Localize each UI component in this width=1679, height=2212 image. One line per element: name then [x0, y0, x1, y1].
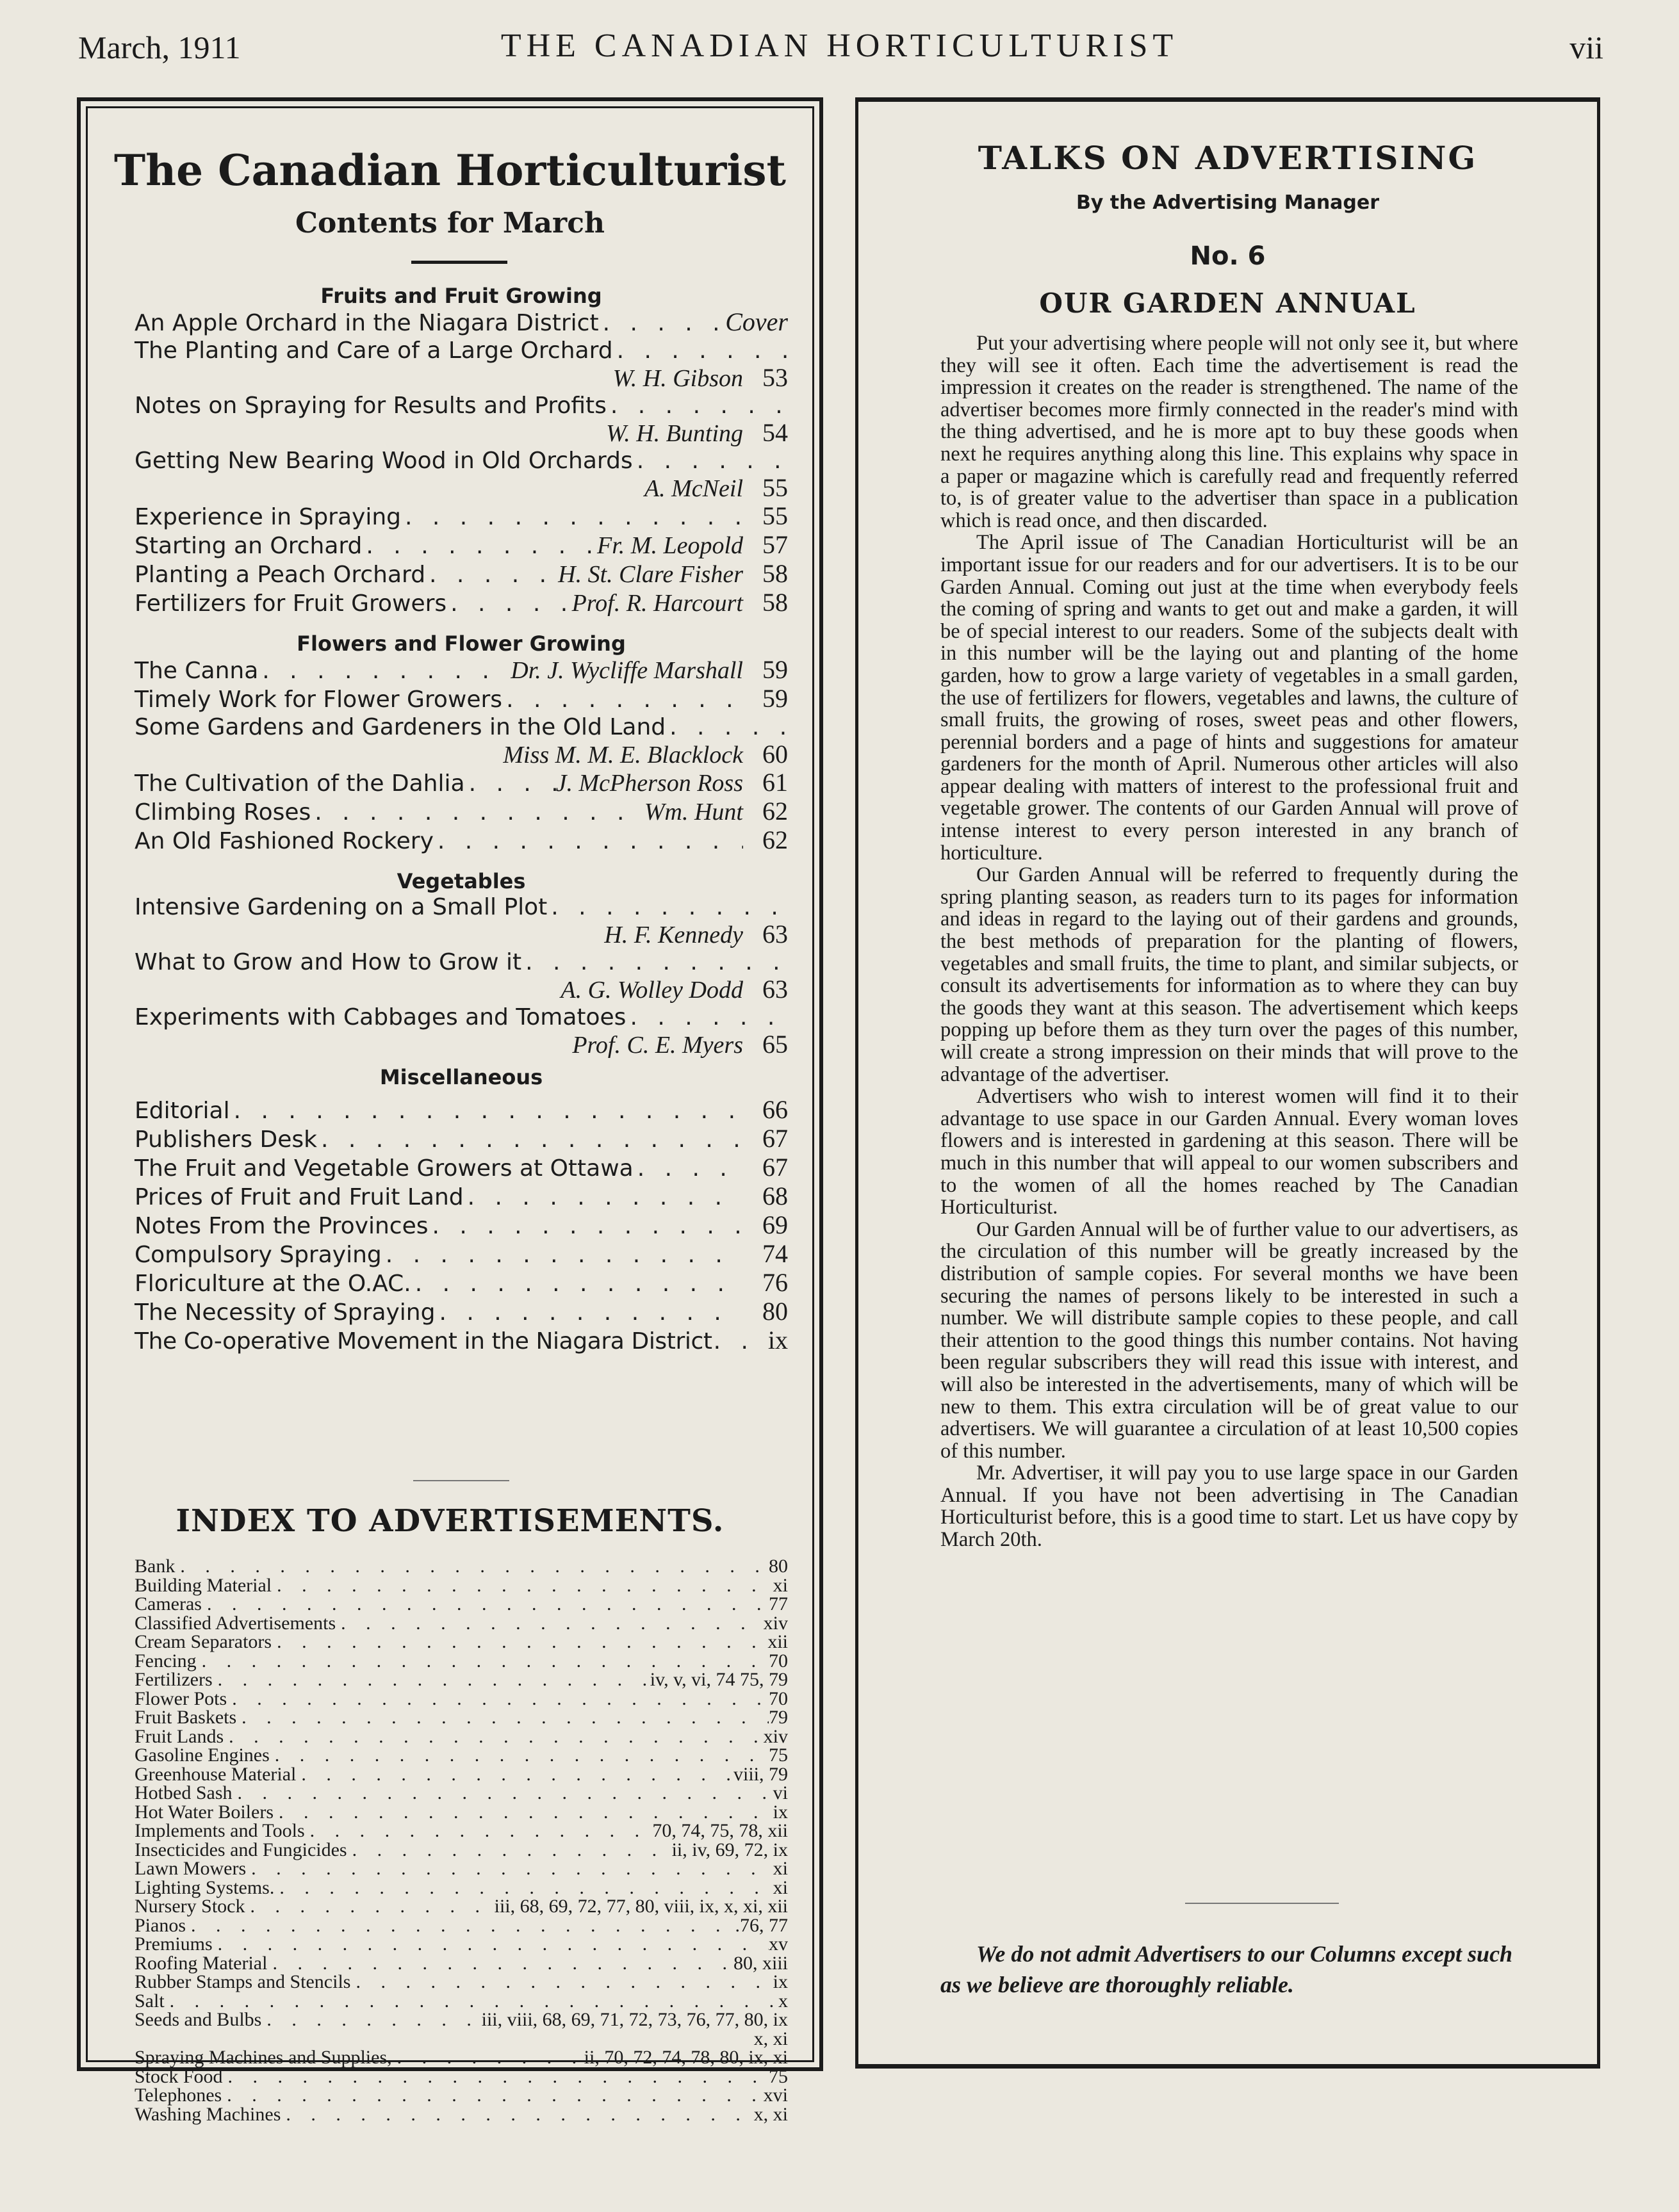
index-entry[interactable]: Premiums . . . xv — [135, 1935, 788, 1954]
index-entry[interactable]: Lawn Mowers . . . xi — [135, 1859, 788, 1878]
toc-entry[interactable]: The Cultivation of the Dahlia . . . J. McPherson Ross 61 — [135, 769, 788, 797]
index-entry[interactable]: Greenhouse Material . . . viii, 79 — [135, 1765, 788, 1784]
contents-inner-frame — [86, 106, 814, 2125]
toc-entry-author: Miss M. M. E. Blacklock 60 — [503, 740, 788, 769]
divider-rule — [413, 1480, 509, 1481]
section-heading-flowers: Flowers and Flower Growing — [297, 631, 626, 656]
index-entry[interactable]: Insecticides and Fungicides . . . ii, iv, 69, 72, ix — [135, 1841, 788, 1860]
toc-entry[interactable]: The Fruit and Vegetable Growers at Ottawa . . . 67 — [135, 1153, 788, 1182]
table-of-contents — [135, 280, 788, 1355]
index-entry[interactable]: Rubber Stamps and Stencils . . . ix — [135, 1972, 788, 1992]
contents-subtitle: Contents for March — [295, 207, 605, 240]
index-entry[interactable]: Salt . . . x — [135, 1992, 788, 2011]
index-entry[interactable]: Gasoline Engines . . . 75 — [135, 1746, 788, 1765]
index-entry[interactable]: Washing Machines . . . x, xi — [135, 2105, 788, 2124]
toc-entry[interactable]: Fertilizers for Fruit Growers . . . Prof. R. Harcourt 58 — [135, 589, 788, 617]
toc-entry[interactable]: Experience in Spraying . . . 55 — [135, 502, 788, 531]
toc-entry[interactable]: Floriculture at the O.AC. . . . 76 — [135, 1269, 788, 1297]
talk-subtitle: OUR GARDEN ANNUAL — [1039, 288, 1416, 319]
running-head — [0, 0, 1679, 96]
title-rule — [411, 261, 507, 264]
talk-number: No. 6 — [1190, 241, 1266, 271]
toc-entry[interactable]: Planting a Peach Orchard . . . H. St. Clare Fisher 58 — [135, 560, 788, 589]
index-entry[interactable]: Hot Water Boilers . . . ix — [135, 1803, 788, 1822]
toc-entry[interactable]: Compulsory Spraying . . . 74 — [135, 1240, 788, 1269]
index-entry[interactable]: Telephones . . . xvi — [135, 2086, 788, 2105]
body-paragraph: Our Garden Annual will be of further value to our advertisers, as the circulation of this number will be greatly increased by the distribution of sample copies. For several months we have been securing the names of persons likely to be interested in such a number. We will distribute sample copies to these people, and call their attention to the good things this number contains. Not having been regular subscribers they will read this issue with interest, and will also be interested in the advertisements, many of which will be new to them. This extra circulation will be of great value to our advertisers. We will guarantee a circulation of at least 10,500 copies of this number. — [940, 1217, 1518, 1463]
index-entry[interactable]: Building Material . . . xi — [135, 1576, 788, 1595]
index-entry[interactable]: Bank . . . 80 — [135, 1557, 788, 1576]
reliability-note: We do not admit Advertisers to our Columns except such as we believe are thoroughly reliable. — [940, 1941, 1513, 1997]
toc-entry[interactable]: The Canna . . . Dr. J. Wycliffe Marshall 59 — [135, 656, 788, 685]
toc-entry[interactable]: Some Gardens and Gardeners in the Old Land . . . — [135, 713, 788, 741]
body-paragraph: Advertisers who wish to interest women will find it to their advantage to use space in our Garden Annual. Every woman loves flowers and is interested in gardening at this season. There will be much in this number that will appeal to our women subscribers and to the women of all the homes reached by The Canadian Horticulturist. — [940, 1085, 1518, 1219]
contents-box — [77, 97, 823, 2125]
toc-entry-author: W. H. Gibson 53 — [612, 363, 788, 392]
index-entry[interactable]: Hotbed Sash . . . vi — [135, 1784, 788, 1803]
index-entry[interactable]: Spraying Machines and Supplies, . . . ii, 70, 72, 74, 78, 80, ix, xi — [135, 2048, 788, 2067]
body-paragraph: Our Garden Annual will be referred to frequently during the spring planting season, as readers turn to its pages for information and ideas in regard to the laying out of their gardens and grounds, the best methods of preparation for the planting of flowers, vegetables and small fruits, the time to plant, and similar subjects, or consult its advertisements for information as to where they can buy the goods they want at this season. The advertisement which keeps popping up before them as they turn over the pages of this number, will create a strong impression on their minds that will prove to the advantage of the advertiser. — [940, 863, 1518, 1086]
toc-entry[interactable]: Getting New Bearing Wood in Old Orchards . . . — [135, 447, 788, 475]
toc-entry-author: W. H. Bunting 54 — [606, 418, 788, 447]
index-entry[interactable]: Roofing Material . . . 80, xiii — [135, 1954, 788, 1973]
index-entry[interactable]: Stock Food . . . 75 — [135, 2067, 788, 2086]
toc-entry-author: Prof. C. E. Myers 65 — [572, 1030, 788, 1059]
toc-entry[interactable]: The Necessity of Spraying . . . 80 — [135, 1297, 788, 1326]
index-entry[interactable]: Seeds and Bulbs . . . iii, viii, 68, 69, 71, 72, 73, 76, 77, 80, ix — [135, 2010, 788, 2029]
toc-entry[interactable]: Notes From the Provinces . . . 69 — [135, 1211, 788, 1240]
index-entry[interactable]: Pianos . . . .76, 77 — [135, 1916, 788, 1935]
index-entry[interactable]: Cameras . . . 77 — [135, 1595, 788, 1614]
index-entry[interactable]: Lighting Systems. . . . xi — [135, 1878, 788, 1898]
toc-entry-author: H. F. Kennedy 63 — [604, 920, 788, 948]
toc-entry[interactable]: Editorial . . . 66 — [135, 1096, 788, 1125]
toc-entry[interactable]: An Old Fashioned Rockery . . . 62 — [135, 826, 788, 855]
index-entry[interactable]: Fertilizers . . . iv, v, vi, 74 75, 79 — [135, 1670, 788, 1689]
index-entry[interactable]: Fencing . . . 70 — [135, 1652, 788, 1671]
toc-entry[interactable]: Climbing Roses . . . Wm. Hunt 62 — [135, 797, 788, 826]
talk-body — [940, 332, 1518, 1551]
toc-entry[interactable]: Starting an Orchard . . . Fr. M. Leopold 57 — [135, 531, 788, 560]
magazine-name: THE CANADIAN HORTICULTURIST — [500, 28, 1179, 64]
contents-magazine-title: The Canadian Horticulturist — [114, 145, 786, 195]
page-number: vii — [1569, 29, 1603, 65]
toc-entry[interactable]: Intensive Gardening on a Small Plot . . . — [135, 893, 788, 921]
toc-entry[interactable]: The Co-operative Movement in the Niagara District . . . ix — [135, 1326, 788, 1355]
index-entry[interactable]: Nursery Stock . . . iii, 68, 69, 72, 77, 80, viii, ix, x, xi, xii — [135, 1897, 788, 1916]
index-entry-continued: x, xi — [753, 2028, 788, 2049]
index-entry[interactable]: Fruit Baskets . . . 79 — [135, 1708, 788, 1727]
advertisers-index — [135, 1557, 788, 2124]
toc-entry[interactable]: Notes on Spraying for Results and Profits . . . — [135, 392, 788, 419]
advertising-talk-box — [855, 97, 1600, 2069]
toc-entry-author: A. G. Wolley Dodd 63 — [561, 975, 788, 1004]
toc-entry[interactable]: Publishers Desk . . . 67 — [135, 1125, 788, 1153]
talk-byline: By the Advertising Manager — [1076, 191, 1380, 214]
talk-title: TALKS ON ADVERTISING — [978, 139, 1478, 177]
toc-entry[interactable]: Prices of Fruit and Fruit Land . . . 68 — [135, 1182, 788, 1211]
toc-entry[interactable]: The Planting and Care of a Large Orchard . . . — [135, 337, 788, 364]
toc-entry[interactable]: An Apple Orchard in the Niagara District . . . Cover — [135, 308, 788, 337]
index-entry[interactable]: Classified Advertisements . . . xiv — [135, 1614, 788, 1633]
body-paragraph: The April issue of The Canadian Horticulturist will be an important issue for our readers and for our advertisers. It is to be our Garden Annual. Coming out just at the time when everybody feels the coming of spring and wants to get out and make a garden, it will be of special interest to our readers. Some of the subjects dealt with in this number will be the laying out and planting of the home garden, how to grow a large variety of vegetables in a small garden, the use of fertilizers for flowers, vegetables and lawns, the culture of small fruits, the growing of roses, sweet peas and other flowers, perennial borders and a page of hints and suggestions for amateur gardeners for the month of April. Numerous other articles will also appear dealing with matters of interest to the professional fruit and vegetable grower. The contents of our Garden Annual will prove of intense interest to every person interested in any branch of horticulture. — [940, 531, 1518, 865]
section-heading-miscellaneous: Miscellaneous — [379, 1065, 543, 1089]
issue-date: March, 1911 — [78, 29, 241, 65]
body-paragraph: Mr. Advertiser, it will pay you to use large space in our Garden Annual. If you have not been advertising in The Canadian Horticulturist before, this is a good time to start. Let us have copy by March 20th. — [940, 1461, 1518, 1552]
index-title: INDEX TO ADVERTISEMENTS. — [176, 1503, 725, 1539]
toc-entry[interactable]: Timely Work for Flower Growers . . . 59 — [135, 685, 788, 713]
index-entry[interactable]: Fruit Lands . . . xiv — [135, 1727, 788, 1746]
section-heading-fruits: Fruits and Fruit Growing — [320, 284, 602, 308]
toc-entry-author: A. McNeil 55 — [644, 473, 788, 502]
toc-entry[interactable]: Experiments with Cabbages and Tomatoes . . . — [135, 1004, 788, 1031]
index-entry[interactable]: Implements and Tools . . . 70, 74, 75, 78, xii — [135, 1821, 788, 1841]
section-heading-vegetables: Vegetables — [397, 869, 526, 893]
body-paragraph: Put your advertising where people will not only see it, but where they will see it often. Each time the advertisement is read the impression it creates on the reader is strengthened. The name of the advertiser becomes more firmly connected in the reader's mind with the thing advertised, and he is more apt to buy these goods when next he requires anything along this line. This explains why space in a paper or magazine which is carefully read and frequently referred to, is of greater value to the advertiser than space in a publication which is read once, and then discarded. — [940, 332, 1518, 532]
index-entry[interactable]: Cream Separators . . . xii — [135, 1632, 788, 1652]
index-entry[interactable]: Flower Pots . . . 70 — [135, 1689, 788, 1709]
toc-entry[interactable]: What to Grow and How to Grow it . . . — [135, 948, 788, 976]
divider-rule — [1185, 1903, 1339, 1904]
